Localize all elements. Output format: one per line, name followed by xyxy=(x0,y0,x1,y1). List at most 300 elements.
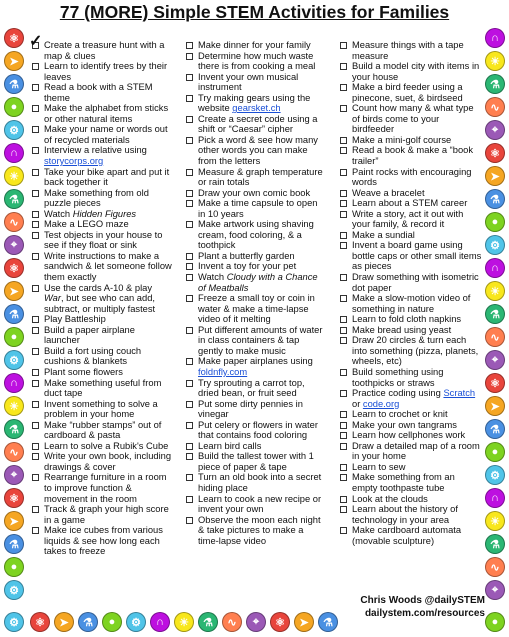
activity-item xyxy=(340,388,482,409)
activity-item xyxy=(186,261,326,272)
activity-text: Build a paper airplane launcher xyxy=(44,324,135,346)
checkbox[interactable] xyxy=(32,327,39,334)
activity-item xyxy=(32,283,172,315)
activity-text: Invent something to solve a problem in your home xyxy=(44,398,158,420)
activity-text: Make artwork using shaving cream, food coloring, & a toothpick xyxy=(198,219,314,251)
activity-text: Practice coding using xyxy=(352,388,441,399)
activity-text: Make something from an empty toothpaste tube xyxy=(352,472,455,493)
activity-item xyxy=(186,494,326,515)
rocket-icon: ➤ xyxy=(485,396,505,416)
magnet-icon: ∩ xyxy=(485,258,505,278)
activity-text: Learn to sew xyxy=(352,461,406,472)
activity-text: Learn to cook a new recipe or invent your own xyxy=(198,493,322,515)
checkbox[interactable] xyxy=(340,295,347,302)
activity-item xyxy=(32,167,172,188)
activity-item xyxy=(186,188,326,199)
activity-item xyxy=(32,325,172,346)
checkbox[interactable] xyxy=(340,137,347,144)
checkbox[interactable] xyxy=(186,327,193,334)
microscope-icon: ⌖ xyxy=(485,580,505,600)
checkbox[interactable] xyxy=(340,474,347,481)
checkbox[interactable] xyxy=(32,369,39,376)
activity-text: Learn bird calls xyxy=(198,440,262,451)
atom-icon: ⚛ xyxy=(4,28,24,48)
magnet-icon: ∩ xyxy=(4,373,24,393)
activity-item xyxy=(340,82,482,103)
activity-text: Weave a bracelet xyxy=(352,187,425,198)
planet-icon: ● xyxy=(4,327,24,347)
activity-item xyxy=(340,188,482,199)
checkbox[interactable] xyxy=(340,369,347,376)
activity-text: Make a bird feeder using a pinecone, suet, & birdseed xyxy=(352,82,463,103)
activity-item xyxy=(186,441,326,452)
checkbox[interactable] xyxy=(32,190,39,197)
dna-icon: ∿ xyxy=(222,612,242,632)
dna-icon: ∿ xyxy=(4,212,24,232)
activity-text: Observe the moon each night & take pictures to make a time-lapse video xyxy=(198,514,321,546)
activity-text: Plant a butterfly garden xyxy=(198,250,295,261)
checkbox[interactable] xyxy=(186,496,193,503)
atom-icon: ⚛ xyxy=(485,373,505,393)
rocket-icon: ➤ xyxy=(485,166,505,186)
activity-text: Make a time capsule to open in 10 years xyxy=(198,198,318,219)
activity-text: Write instructions to make a sandwich & let someone follow them exactly xyxy=(44,250,172,283)
activity-text: Track & graph your high score in a game xyxy=(44,504,169,525)
activity-item xyxy=(340,103,482,135)
activity-item xyxy=(32,441,172,452)
activity-item xyxy=(340,367,482,388)
activity-item xyxy=(32,145,172,166)
checkbox[interactable] xyxy=(340,169,347,176)
activity-item xyxy=(32,378,172,399)
activity-text: Make bread using yeast xyxy=(352,324,452,335)
checkbox[interactable] xyxy=(340,411,347,418)
checkbox[interactable] xyxy=(32,285,39,292)
planet-icon: ● xyxy=(102,612,122,632)
activity-text: Try sprouting a carrot top, dried bean, or fruit seed xyxy=(198,377,305,399)
checkbox[interactable] xyxy=(340,527,347,534)
resource-link[interactable]: code.org xyxy=(362,398,400,409)
rocket-icon: ➤ xyxy=(4,281,24,301)
activity-text: Invent a board game using bottle caps or other small items as pieces xyxy=(352,240,482,272)
checkbox[interactable] xyxy=(340,390,347,397)
activity-item xyxy=(340,409,482,420)
checkbox[interactable] xyxy=(340,327,347,334)
beaker-icon: ⚗ xyxy=(198,612,218,632)
checkbox[interactable] xyxy=(32,380,39,387)
checkbox[interactable] xyxy=(32,422,39,429)
activity-column-2 xyxy=(186,40,326,546)
flask-icon: ⚗ xyxy=(485,419,505,439)
activity-item xyxy=(32,82,172,103)
activity-item xyxy=(32,451,172,472)
checkbox[interactable] xyxy=(186,474,193,481)
activity-text: Determine how much waste there is from cooking a meal xyxy=(198,50,316,72)
activity-text: Make a sundial xyxy=(352,229,415,240)
activity-text: Make a mini-golf course xyxy=(352,134,452,145)
activity-item xyxy=(186,93,326,114)
activity-item xyxy=(186,399,326,420)
activity-text: Use the cards A-10 & play xyxy=(44,282,153,293)
title-italic: War xyxy=(44,293,61,304)
checkbox[interactable] xyxy=(186,274,193,281)
activity-item xyxy=(32,251,172,283)
planet-icon: ● xyxy=(4,97,24,117)
checkbox[interactable] xyxy=(32,348,39,355)
checkbox[interactable] xyxy=(32,453,39,460)
activity-item xyxy=(186,451,326,472)
checkbox[interactable] xyxy=(340,190,347,197)
activity-item xyxy=(32,103,172,124)
activity-item xyxy=(29,33,172,61)
title-italic: Cloudy with a Chance of Meatballs xyxy=(198,272,318,293)
lightbulb-icon: ☀ xyxy=(4,396,24,416)
checkbox[interactable] xyxy=(32,316,39,323)
dna-icon: ∿ xyxy=(4,442,24,462)
activity-text: Measure & graph temperature or rain totals xyxy=(198,166,323,188)
planet-icon: ● xyxy=(485,612,505,632)
activity-text: Make your name or words out of recycled materials xyxy=(44,124,168,145)
activity-item xyxy=(340,494,482,505)
checkbox[interactable] xyxy=(32,84,39,91)
checkbox[interactable] xyxy=(32,527,39,534)
planet-icon: ● xyxy=(4,557,24,577)
activity-text: Learn to solve a Rubik's Cube xyxy=(44,440,169,451)
checkbox[interactable] xyxy=(340,200,347,207)
activity-item xyxy=(340,525,482,546)
activity-item xyxy=(32,219,172,230)
checkbox[interactable] xyxy=(340,242,347,249)
microscope-icon: ⌖ xyxy=(485,120,505,140)
activity-item xyxy=(340,472,482,493)
activity-text: Measure things with a tape measure xyxy=(352,40,464,61)
activity-text: Learn how cellphones work xyxy=(352,430,466,441)
checkbox[interactable] xyxy=(32,147,39,154)
activity-text: Read a book & make a “book trailer” xyxy=(352,145,474,167)
activity-text: Make “rubber stamps” out of cardboard & pasta xyxy=(44,419,162,441)
activity-item xyxy=(186,251,326,262)
checkbox[interactable] xyxy=(186,137,193,144)
activity-item xyxy=(186,472,326,493)
checkbox[interactable] xyxy=(340,274,347,281)
activity-item xyxy=(186,515,326,547)
activity-text: Turn an old book into a secret hiding place xyxy=(198,472,322,493)
page-title: 77 (MORE) Simple STEM Activities for Families xyxy=(59,2,450,22)
checkbox[interactable] xyxy=(32,221,39,228)
activity-text: Try making gears using the website xyxy=(198,92,311,114)
activity-text: Build a model city with items in your house xyxy=(352,61,480,82)
gear-icon: ⚙ xyxy=(4,120,24,140)
activity-item xyxy=(32,399,172,420)
resource-link[interactable]: Scratch xyxy=(443,388,476,399)
rocket-icon: ➤ xyxy=(294,612,314,632)
checkbox[interactable] xyxy=(32,253,39,260)
checkbox[interactable] xyxy=(340,147,347,154)
gear-icon: ⚙ xyxy=(4,350,24,370)
checkbox[interactable] xyxy=(186,169,193,176)
activity-item xyxy=(32,188,172,209)
checkbox[interactable] xyxy=(32,401,39,408)
activity-text: Interview a relative using xyxy=(44,145,147,156)
magnet-icon: ∩ xyxy=(485,28,505,48)
activity-text: Learn to identify trees by their leaves xyxy=(44,61,168,82)
activity-text: Write a story, act it out with your family, & record it xyxy=(352,208,464,230)
magnet-icon: ∩ xyxy=(150,612,170,632)
planet-icon: ● xyxy=(485,442,505,462)
gear-icon: ⚙ xyxy=(126,612,146,632)
activity-text: Test objects in your house to see if they float or sink xyxy=(44,229,163,251)
magnet-icon: ∩ xyxy=(4,143,24,163)
checkbox[interactable] xyxy=(186,190,193,197)
activity-text: Make something useful from duct tape xyxy=(44,377,162,399)
activity-item xyxy=(340,462,482,473)
checkbox[interactable] xyxy=(32,169,39,176)
checkbox[interactable] xyxy=(186,116,193,123)
activity-text: Invent your own musical instrument xyxy=(198,71,299,93)
checkbox[interactable] xyxy=(32,506,39,513)
atom-icon: ⚛ xyxy=(270,612,290,632)
atom-icon: ⚛ xyxy=(4,258,24,278)
microscope-icon: ⌖ xyxy=(4,465,24,485)
activity-item xyxy=(32,472,172,504)
activity-text: Put celery or flowers in water that contains food coloring xyxy=(198,419,318,441)
activity-item xyxy=(186,325,326,357)
activity-text: Read a book with a STEM theme xyxy=(44,82,153,103)
rocket-icon: ➤ xyxy=(4,51,24,71)
activity-item xyxy=(186,272,326,293)
activity-text: Take your bike apart and put it back together it xyxy=(44,166,170,188)
checkbox[interactable] xyxy=(186,95,193,102)
checkbox[interactable] xyxy=(340,422,347,429)
checkbox[interactable] xyxy=(186,200,193,207)
checkbox[interactable] xyxy=(186,517,193,524)
flask-icon: ⚗ xyxy=(78,612,98,632)
activity-text: Plant some flowers xyxy=(44,366,123,377)
activity-item xyxy=(186,167,326,188)
activity-item xyxy=(340,135,482,146)
checkbox[interactable] xyxy=(340,105,347,112)
lightbulb-icon: ☀ xyxy=(174,612,194,632)
activity-text: Draw something with isometric dot paper xyxy=(352,272,479,293)
activity-item xyxy=(186,135,326,167)
activity-item xyxy=(340,441,482,462)
activity-item xyxy=(186,293,326,325)
activity-text: Count how many & what type of birds come to your birdfeeder xyxy=(352,103,474,135)
checkbox[interactable] xyxy=(186,53,193,60)
dna-icon: ∿ xyxy=(485,327,505,347)
checkmark-icon: ✓ xyxy=(29,33,43,50)
checkbox[interactable] xyxy=(340,84,347,91)
atom-icon: ⚛ xyxy=(4,488,24,508)
activity-text: Pick a word & see how many other words you can make from the letters xyxy=(198,134,318,167)
link-separator: or xyxy=(352,398,363,409)
checkbox[interactable] xyxy=(32,63,39,70)
checkbox[interactable] xyxy=(32,443,39,450)
planet-icon: ● xyxy=(485,212,505,232)
activity-item xyxy=(32,124,172,145)
activity-item xyxy=(186,420,326,441)
activity-item xyxy=(186,219,326,251)
activity-text: Create a secret code using a shift or “Caesar” cipher xyxy=(198,113,318,135)
gear-icon: ⚙ xyxy=(485,235,505,255)
magnet-icon: ∩ xyxy=(485,488,505,508)
activity-item xyxy=(340,40,482,61)
activity-text: Make a LEGO maze xyxy=(44,219,129,230)
activity-text: Learn to crochet or knit xyxy=(352,409,448,420)
activity-item xyxy=(32,314,172,325)
activity-item xyxy=(340,209,482,230)
activity-item xyxy=(340,198,482,209)
resource-link[interactable]: storycorps.org xyxy=(44,156,104,167)
activity-text: Draw a detailed map of a room in your home xyxy=(352,440,480,462)
activity-item xyxy=(340,272,482,293)
activity-text: Make ice cubes from various liquids & see how long each takes to freeze xyxy=(44,525,163,557)
flask-icon: ⚗ xyxy=(318,612,338,632)
checkbox[interactable] xyxy=(340,496,347,503)
activity-text: Paint rocks with encouraging words xyxy=(352,166,472,188)
microscope-icon: ⌖ xyxy=(485,350,505,370)
checkbox[interactable] xyxy=(186,401,193,408)
activity-item xyxy=(32,346,172,367)
checkbox[interactable] xyxy=(186,253,193,260)
flask-icon: ⚗ xyxy=(4,74,24,94)
beaker-icon: ⚗ xyxy=(4,419,24,439)
atom-icon: ⚛ xyxy=(30,612,50,632)
flask-icon: ⚗ xyxy=(4,534,24,554)
credit xyxy=(360,594,485,620)
checkbox[interactable] xyxy=(32,211,39,218)
beaker-icon: ⚗ xyxy=(485,74,505,94)
activity-text: Watch xyxy=(44,208,73,219)
lightbulb-icon: ☀ xyxy=(485,51,505,71)
checkbox[interactable] xyxy=(340,63,347,70)
activity-item xyxy=(340,61,482,82)
checkbox[interactable] xyxy=(186,221,193,228)
activity-item xyxy=(186,72,326,93)
checkbox[interactable] xyxy=(186,358,193,365)
activity-item xyxy=(32,367,172,378)
activity-item xyxy=(186,198,326,219)
activity-item xyxy=(340,167,482,188)
activity-item xyxy=(32,504,172,525)
checkbox[interactable] xyxy=(340,211,347,218)
checkbox[interactable] xyxy=(32,474,39,481)
checkbox[interactable] xyxy=(340,316,347,323)
beaker-icon: ⚗ xyxy=(4,189,24,209)
activity-text: Draw your own comic book xyxy=(198,187,311,198)
resource-link[interactable]: foldnfly.com xyxy=(198,366,248,377)
activity-text: Freeze a small toy or coin in water & make a time-lapse video of it melting xyxy=(198,293,315,325)
checkbox[interactable] xyxy=(186,380,193,387)
checkbox[interactable] xyxy=(32,105,39,112)
rocket-icon: ➤ xyxy=(54,612,74,632)
activity-text: Build a fort using couch cushions & blankets xyxy=(44,345,142,367)
checkbox[interactable] xyxy=(186,74,193,81)
activity-text: Learn about a STEM career xyxy=(352,198,468,209)
checkbox[interactable] xyxy=(340,464,347,471)
activity-text: Look at the clouds xyxy=(352,493,428,504)
activity-text: Watch xyxy=(198,272,227,283)
activity-column-3 xyxy=(340,40,482,546)
activity-text: Write your own book, including drawings & cover xyxy=(44,451,172,472)
activity-text: Invent a toy for your pet xyxy=(198,261,297,272)
beaker-icon: ⚗ xyxy=(485,304,505,324)
checkbox[interactable] xyxy=(340,337,347,344)
beaker-icon: ⚗ xyxy=(485,534,505,554)
activity-text: Draw 20 circles & turn each into something (pizza, planets, wheels, etc) xyxy=(352,335,479,367)
checkbox[interactable] xyxy=(32,232,39,239)
flask-icon: ⚗ xyxy=(4,304,24,324)
lightbulb-icon: ☀ xyxy=(4,166,24,186)
activity-item xyxy=(186,114,326,135)
activity-item xyxy=(32,525,172,557)
checkbox[interactable] xyxy=(340,432,347,439)
checkbox[interactable] xyxy=(340,443,347,450)
activity-item xyxy=(340,335,482,367)
rocket-icon: ➤ xyxy=(4,511,24,531)
activity-text: Create a treasure hunt with a map & clues xyxy=(44,40,165,61)
checkbox[interactable] xyxy=(186,453,193,460)
checkbox[interactable] xyxy=(32,126,39,133)
credit-author: Chris Woods @dailySTEM xyxy=(360,595,485,606)
activity-item xyxy=(186,51,326,72)
microscope-icon: ⌖ xyxy=(246,612,266,632)
activity-text: Put different amounts of water in class containers & tap gently to make music xyxy=(198,324,323,356)
activity-text: Build something using toothpicks or straws xyxy=(352,366,444,388)
lightbulb-icon: ☀ xyxy=(485,511,505,531)
activity-text: Make something from old puzzle pieces xyxy=(44,187,149,209)
activity-item xyxy=(186,378,326,399)
activity-text: Make the alphabet from sticks or other natural items xyxy=(44,103,169,124)
resource-link[interactable]: gearsket.ch xyxy=(232,103,281,114)
checkbox[interactable] xyxy=(186,263,193,270)
checkbox[interactable] xyxy=(186,295,193,302)
gear-icon: ⚙ xyxy=(4,580,24,600)
activity-text: Learn to fold cloth napkins xyxy=(352,314,462,325)
activity-item xyxy=(340,240,482,272)
checkbox[interactable] xyxy=(186,422,193,429)
activity-item xyxy=(340,504,482,525)
activity-text: Make paper airplanes using xyxy=(198,356,313,367)
activity-text: Rearrange furniture in a room to improve function & movement in the room xyxy=(44,472,167,504)
activity-text: Build the tallest tower with 1 piece of paper & tape xyxy=(198,451,314,472)
atom-icon: ⚛ xyxy=(485,143,505,163)
activity-item xyxy=(340,145,482,166)
checkbox[interactable] xyxy=(186,42,193,49)
activity-item xyxy=(340,230,482,241)
activity-item xyxy=(340,430,482,441)
activity-item xyxy=(32,209,172,220)
checkbox[interactable] xyxy=(340,506,347,513)
gear-icon: ⚙ xyxy=(4,612,24,632)
activity-text: Make a slow-motion video of something in nature xyxy=(352,293,471,314)
flask-icon: ⚗ xyxy=(485,189,505,209)
activity-text-continued: , but see who can add, subtract, or multiply fastest xyxy=(44,293,156,314)
activity-text: Make cardboard automata (movable sculpture) xyxy=(352,525,462,546)
activity-text: Learn about the history of technology in your area xyxy=(352,504,458,525)
activity-item xyxy=(186,40,326,51)
checkbox[interactable] xyxy=(340,232,347,239)
activity-text: Play Battleship xyxy=(44,314,106,325)
lightbulb-icon: ☀ xyxy=(485,281,505,301)
activity-item xyxy=(32,230,172,251)
activity-column-1 xyxy=(29,33,172,557)
checkbox[interactable] xyxy=(186,443,193,450)
activity-text: Make dinner for your family xyxy=(198,40,311,50)
checkbox[interactable] xyxy=(340,42,347,49)
activity-item xyxy=(32,61,172,82)
dna-icon: ∿ xyxy=(485,557,505,577)
